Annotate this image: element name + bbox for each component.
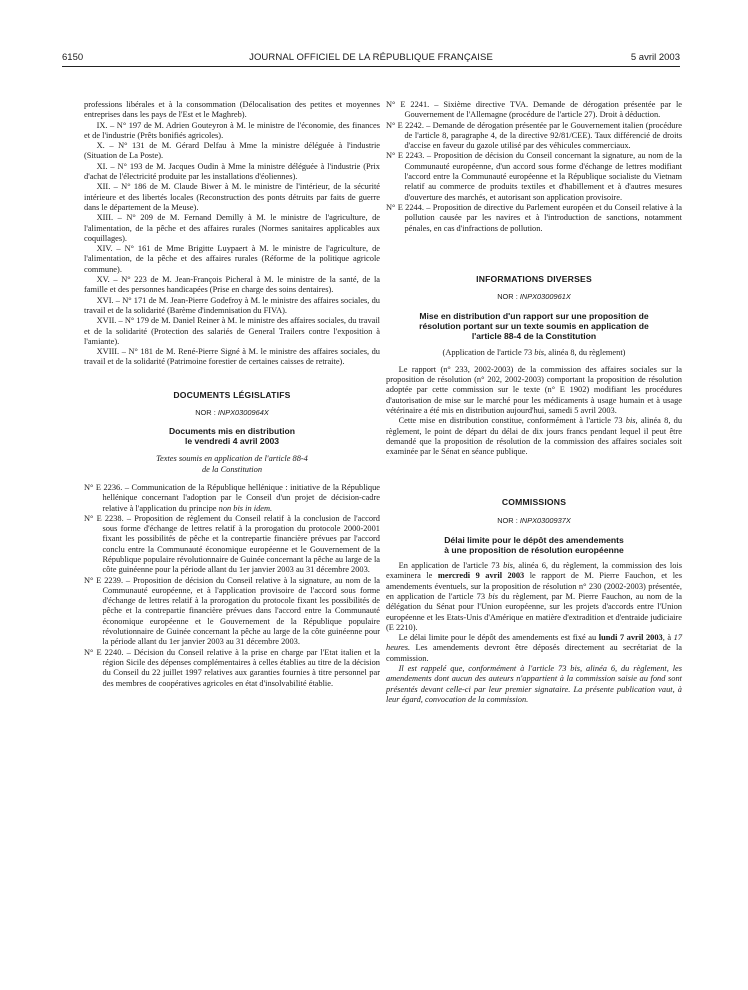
question-item: XVI. – N° 171 de M. Jean-Pierre Godefroy à M. le ministre des affaires sociales, du travail et de la solidarité (Barème d'indemnisation du FIVA). bbox=[84, 295, 380, 315]
question-item: XIV. – N° 161 de Mme Brigitte Luypaert à M. le ministre de l'agriculture, de l'alimentation, de la pêche et des affaires rurales (Réforme de la politique agricole commune). bbox=[84, 244, 380, 274]
info-title: résolution portant sur un texte soumis en application de bbox=[419, 321, 649, 332]
italic-heading: Textes soumis en application de l'article 88-4 bbox=[156, 454, 308, 464]
page-header bbox=[62, 52, 680, 66]
commission-paragraph: Le délai limite pour le dépôt des amendements est fixé au lundi 7 avril 2003, à 17 heures. Les amendements devront être déposés directement au secrétariat de la commission. bbox=[386, 633, 683, 663]
documents-subtitle-date: le vendredi 4 avril 2003 bbox=[184, 436, 280, 447]
question-item: XII. – N° 186 de M. Claude Biwer à M. le ministre de l'intérieur, de la sécurité intérieure et des libertés locales (Reconstruction des ponts détruits par faits de guerre dans le département de la Meuse). bbox=[84, 182, 380, 212]
commission-title: à une proposition de résolution européenne bbox=[444, 545, 624, 556]
document-entry: N° E 2243. – Proposition de décision du Conseil concernant la signature, au nom de la Communauté européenne, d'un accord sous forme d'échange de lettres modifiant l'accord entre la Communauté européenne et la République socialiste du Vietnam relatif au commerce de produits textiles et d'habillement et à d'autres mesures d'ouverture des marchés, et autorisant son application provisoire. bbox=[386, 151, 682, 202]
journal-title: JOURNAL OFFICIEL DE LA RÉPUBLIQUE FRANÇAISE bbox=[249, 52, 493, 63]
document-entry: N° E 2241. – Sixième directive TVA. Demande de dérogation présentée par le Gouvernement de l'Allemagne (procédure de l'article 27). Droit à déduction. bbox=[386, 100, 682, 120]
document-entry: N° E 2236. – Communication de la République hellénique : initiative de la République hellénique concernant l'adoption par le Conseil d'un projet de décision-cadre relative à l'application du principe non bis in idem. bbox=[84, 482, 380, 513]
nor-reference: NOR : INPX0300964X bbox=[195, 408, 269, 418]
commission-paragraph: En application de l'article 73 bis, alinéa 6, du règlement, la commission des lois examinera le mercredi 9 avril 2003 le rapport de M. Pierre Fauchon, et les amendements éventuels, sur la proposition de résolution n° 230 (2002-2003) présentée, en application de l'article 73 bis du règlement, par M. Pierre Fauchon, au nom de la délégation du Sénat pour l'Union européenne, sur les projets d'accords entre l'Union européenne et les Etats-Unis d'Amérique en matière d'extradition et d'entraide judiciaire (E 2210). bbox=[386, 561, 683, 632]
header-rule bbox=[62, 66, 680, 67]
section-title-commissions: COMMISSIONS bbox=[501, 497, 567, 508]
right-column bbox=[386, 100, 682, 705]
question-item: XIII. – N° 209 de M. Fernand Demilly à M. le ministre de l'agriculture, de l'alimentation, de la pêche et des affaires rurales (Normes sanitaires applicables aux coquillages). bbox=[84, 213, 380, 243]
question-item: professions libérales et à la consommation (Délocalisation des petites et moyennes entreprises dans les pays de l'Est et le Maghreb). bbox=[84, 100, 380, 120]
section-title-documents: DOCUMENTS LÉGISLATIFS bbox=[173, 389, 291, 400]
question-item: XVIII. – N° 181 de M. René-Pierre Signé à M. le ministre des affaires sociales, du travail et de la solidarité (Patrimoine forestier de certaines caisses de retraite). bbox=[84, 347, 380, 367]
document-entry: N° E 2238. – Proposition de règlement du Conseil relatif à la conclusion de l'accord sous forme d'échange de lettres relatif à la prorogation du protocole 2000-2001 fixant les possibilités de pêche et la contrepartie financière prévues par l'accord conclu entre la Communauté économique européenne et le Gouvernement de la République populaire révolutionnaire de Guinée concernant la pêche au large de la côte guinéenne pour la période allant du 1er janvier 2003 au 31 décembre 2003. bbox=[84, 513, 380, 575]
info-title: l'article 88-4 de la Constitution bbox=[471, 331, 597, 342]
question-item: XVII. – N° 179 de M. Daniel Reiner à M. le ministre des affaires sociales, du travail et de la solidarité (Protection des salariés de General Trailers contre l'exposition à l'amiante). bbox=[84, 316, 380, 346]
page-number: 6150 bbox=[62, 52, 84, 63]
info-paragraph: Cette mise en distribution constitue, conformément à l'article 73 bis, alinéa 8, du règlement, le point de départ du délai de dix jours francs pendant lequel il peut être demandé que la proposition de résolution de la commission des affaires sociales soit examinée par le Sénat en séance publique. bbox=[386, 416, 683, 457]
info-paragraph: Le rapport (n° 233, 2002-2003) de la commission des affaires sociales sur la proposition de résolution (n° 202, 2002-2003) comportant la proposition de résolution adoptée par cette commission sur le texte (n° E 1902) modifiant les procédures d'autorisation de mise sur le marché pour les médicaments à usage humain et à usage vétérinaire a été mis en distribution aujourd'hui, samedi 5 avril 2003. bbox=[386, 364, 682, 415]
question-item: X. – N° 131 de M. Gérard Delfau à Mme la ministre déléguée à l'industrie (Situation de La Poste). bbox=[84, 141, 380, 161]
nor-reference: NOR : INPX0300937X bbox=[497, 515, 571, 525]
document-entry: N° E 2240. – Décision du Conseil relative à la prise en charge par l'Etat italien et la région Sicile des dépenses complémentaires à celles établies au titre de la décision du Conseil du 22 juillet 1997 relatives aux garanties fournies à titre personnel par des membres de coopératives agricoles en état d'insolvabilité établie. bbox=[84, 647, 380, 688]
question-item: XI. – N° 193 de M. Jacques Oudin à Mme la ministre déléguée à l'industrie (Prix d'achat de l'électricité produite par les installations d'éoliennes). bbox=[84, 161, 380, 182]
info-title: Mise en distribution d'un rapport sur une proposition de bbox=[419, 311, 649, 322]
nor-reference: NOR : INPX0300961X bbox=[497, 292, 571, 302]
issue-date: 5 avril 2003 bbox=[630, 52, 680, 63]
section-title-informations: INFORMATIONS DIVERSES bbox=[476, 273, 592, 284]
application-note: (Application de l'article 73 bis, alinéa 8, du règlement) bbox=[442, 348, 626, 358]
left-column bbox=[84, 100, 380, 689]
question-item: XV. – N° 223 de M. Jean-François Picheral à M. le ministre de la santé, de la famille et des personnes handicapées (Prise en charge des soins dentaires). bbox=[84, 275, 380, 295]
commission-title: Délai limite pour le dépôt des amendements bbox=[444, 535, 624, 546]
document-entry: N° E 2244. – Proposition de directive du Parlement européen et du Conseil relative à la pollution causée par les navires et à l'introduction de sanctions, notamment pénales, en cas d'infractions de pollution. bbox=[386, 202, 682, 233]
documents-subtitle: Documents mis en distribution bbox=[168, 426, 296, 437]
document-entry: N° E 2239. – Proposition de décision du Conseil relative à la signature, au nom de la Communauté européenne, et à l'application provisoire de l'accord sous forme d'échange de lettres relatif à la prorogation du protocole fixant les possibilités de pêche et la contrepartie financière prévues dans l'accord entre la Communauté économique européenne et le Gouvernement de la République populaire révolutionnaire de Guinée concernant la pêche au large de la côte guinéenne pour la période allant du 1er janvier 2003 au 31 décembre 2003. bbox=[84, 575, 380, 647]
italic-heading: de la Constitution bbox=[201, 464, 263, 474]
commission-reminder: Il est rappelé que, conformément à l'article 73 bis, alinéa 6, du règlement, les amendements dont aucun des auteurs n'appartient à la commission saisie au fond sont présentés devant celle-ci par leur premier signataire. La présente publication vaut, à leur égard, convocation de la commission. bbox=[386, 663, 682, 704]
question-item: IX. – N° 197 de M. Adrien Gouteyron à M. le ministre de l'économie, des finances et de l'industrie (Prêts bonifiés agricoles). bbox=[84, 120, 380, 140]
document-entry: N° E 2242. – Demande de dérogation présentée par le Gouvernement italien (procédure de l'article 8, paragraphe 4, de la directive 92/81/CEE). Taux différencié de droits d'accise en faveur du gazole utilisé par des véhicules commerciaux. bbox=[386, 120, 682, 151]
